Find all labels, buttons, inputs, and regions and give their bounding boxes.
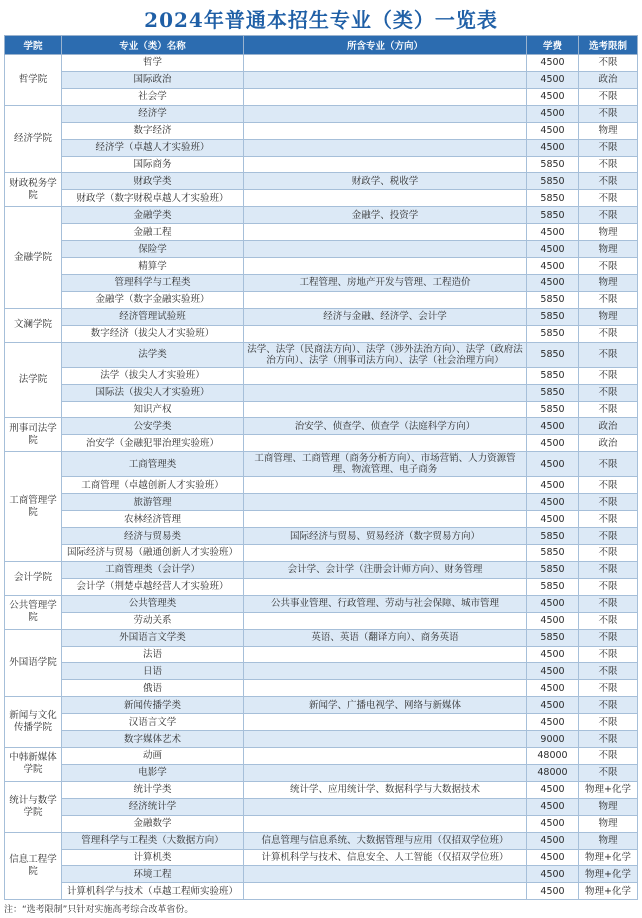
major-name: 精算学 [62,258,244,275]
subject-requirement: 物理 [579,224,638,241]
subject-requirement: 不限 [579,578,638,595]
tuition-fee: 5850 [527,325,579,342]
tuition-fee: 5850 [527,367,579,384]
subject-requirement: 不限 [579,105,638,122]
subject-requirement: 不限 [579,325,638,342]
table-row [5,731,638,748]
tuition-fee: 4500 [527,258,579,275]
college-name: 新闻与文化传播学院 [5,697,62,748]
table-row [5,883,638,900]
subject-requirement: 不限 [579,88,638,105]
tuition-fee: 4500 [527,139,579,156]
tuition-fee: 4500 [527,781,579,798]
sub-majors [244,883,527,900]
subject-requirement: 不限 [579,764,638,781]
major-name: 工商管理类 [62,452,244,477]
table-body [5,55,638,900]
major-name: 计算机科学与技术（卓越工程师实验班） [62,883,244,900]
subject-requirement: 不限 [579,612,638,629]
sub-majors [244,731,527,748]
sub-majors: 计算机科学与技术、信息安全、人工智能（仅招双学位班） [244,849,527,866]
tuition-fee: 4500 [527,55,579,72]
college-name: 文澜学院 [5,308,62,342]
tuition-fee: 4500 [527,452,579,477]
major-name: 国际法（拔尖人才实验班） [62,384,244,401]
table-row [5,173,638,190]
table-row [5,798,638,815]
tuition-fee: 5850 [527,291,579,308]
subject-requirement: 不限 [579,595,638,612]
tuition-fee: 4500 [527,883,579,900]
major-name: 金融学（数字金融实验班） [62,291,244,308]
major-name: 数字媒体艺术 [62,731,244,748]
table-row [5,697,638,714]
major-name: 经济管理试验班 [62,308,244,325]
major-name: 工商管理类（会计学） [62,561,244,578]
sub-majors [244,105,527,122]
tuition-fee: 5850 [527,207,579,224]
tuition-fee: 4500 [527,832,579,849]
subject-requirement: 物理 [579,274,638,291]
sub-majors [244,224,527,241]
college-name: 经济学院 [5,105,62,173]
tuition-fee: 5850 [527,156,579,173]
tuition-fee: 5850 [527,561,579,578]
college-name: 金融学院 [5,207,62,309]
sub-majors: 新闻学、广播电视学、网络与新媒体 [244,697,527,714]
major-name: 财政学（数字财税卓越人才实验班） [62,190,244,207]
subject-requirement: 不限 [579,173,638,190]
table-row [5,291,638,308]
tuition-fee: 4500 [527,680,579,697]
subject-requirement: 不限 [579,629,638,646]
sub-majors [244,190,527,207]
subject-requirement: 不限 [579,646,638,663]
sub-majors [244,241,527,258]
major-name: 知识产权 [62,401,244,418]
major-name: 日语 [62,663,244,680]
subject-requirement: 物理+化学 [579,883,638,900]
tuition-fee: 4500 [527,663,579,680]
header-sub-majors: 所含专业（方向） [244,36,527,55]
sub-majors [244,291,527,308]
tuition-fee: 4500 [527,714,579,731]
major-name: 法学（拔尖人才实验班） [62,367,244,384]
sub-majors [244,477,527,494]
subject-requirement: 不限 [579,511,638,528]
table-row [5,308,638,325]
tuition-fee: 4500 [527,511,579,528]
major-name: 电影学 [62,764,244,781]
sub-majors [244,511,527,528]
subject-requirement: 不限 [579,731,638,748]
table-row [5,494,638,511]
subject-requirement: 不限 [579,258,638,275]
major-name: 法语 [62,646,244,663]
major-name: 哲学 [62,55,244,72]
subject-requirement: 不限 [579,367,638,384]
subject-requirement: 不限 [579,528,638,545]
subject-requirement: 物理+化学 [579,781,638,798]
tuition-fee: 9000 [527,731,579,748]
subject-requirement: 物理 [579,832,638,849]
major-name: 外国语言文学类 [62,629,244,646]
header-major: 专业（类）名称 [62,36,244,55]
tuition-fee: 4500 [527,435,579,452]
college-name: 工商管理学院 [5,452,62,562]
major-name: 财政学类 [62,173,244,190]
sub-majors [244,494,527,511]
table-row [5,71,638,88]
major-name: 管理科学与工程类（大数据方向） [62,832,244,849]
tuition-fee: 48000 [527,748,579,765]
table-row [5,612,638,629]
tuition-fee: 5850 [527,629,579,646]
header-college: 学院 [5,36,62,55]
major-name: 经济与贸易类 [62,528,244,545]
subject-requirement: 不限 [579,55,638,72]
tuition-fee: 5850 [527,384,579,401]
table-row [5,866,638,883]
tuition-fee: 4500 [527,477,579,494]
table-row [5,832,638,849]
table-row [5,477,638,494]
sub-majors [244,714,527,731]
tuition-fee: 4500 [527,88,579,105]
table-row [5,384,638,401]
table-row [5,139,638,156]
major-name: 法学类 [62,342,244,367]
table-row [5,748,638,765]
table-row [5,207,638,224]
major-name: 数字经济 [62,122,244,139]
sub-majors [244,71,527,88]
subject-requirement: 不限 [579,342,638,367]
tuition-fee: 4500 [527,697,579,714]
subject-requirement: 物理 [579,122,638,139]
tuition-fee: 5850 [527,578,579,595]
major-name: 国际商务 [62,156,244,173]
table-row [5,764,638,781]
subject-requirement: 不限 [579,384,638,401]
subject-requirement: 不限 [579,544,638,561]
tuition-fee: 4500 [527,224,579,241]
sub-majors [244,748,527,765]
footnote: 注：“选考限制”只针对实施高考综合改革省份。 [4,905,194,915]
college-name: 信息工程学院 [5,832,62,900]
sub-majors [244,663,527,680]
major-name: 经济学（卓越人才实验班） [62,139,244,156]
subject-requirement: 不限 [579,561,638,578]
college-name: 统计与数学学院 [5,781,62,832]
sub-majors [244,764,527,781]
table-row [5,781,638,798]
tuition-fee: 5850 [527,308,579,325]
table-row [5,122,638,139]
table-header-row [5,36,638,55]
college-name: 中韩新媒体学院 [5,748,62,782]
table-row [5,274,638,291]
table-row [5,452,638,477]
table-row [5,156,638,173]
major-name: 旅游管理 [62,494,244,511]
sub-majors [244,139,527,156]
sub-majors [244,680,527,697]
sub-majors [244,866,527,883]
college-name: 外国语学院 [5,629,62,697]
subject-requirement: 物理 [579,241,638,258]
table-row [5,190,638,207]
table-row [5,241,638,258]
table-row [5,88,638,105]
major-name: 经济统计学 [62,798,244,815]
sub-majors: 英语、英语（翻译方向）、商务英语 [244,629,527,646]
table-row [5,435,638,452]
sub-majors: 工商管理、工商管理（商务分析方向）、市场营销、人力资源管理、物流管理、电子商务 [244,452,527,477]
table-row [5,105,638,122]
major-name: 金融工程 [62,224,244,241]
table-row [5,367,638,384]
major-name: 劳动关系 [62,612,244,629]
tuition-fee: 5850 [527,342,579,367]
table-row [5,325,638,342]
tuition-fee: 4500 [527,71,579,88]
sub-majors: 统计学、应用统计学、数据科学与大数据技术 [244,781,527,798]
table-row [5,258,638,275]
college-name: 刑事司法学院 [5,418,62,452]
major-name: 社会学 [62,88,244,105]
tuition-fee: 5850 [527,190,579,207]
tuition-fee: 4500 [527,815,579,832]
sub-majors: 法学、法学（民商法方向）、法学（涉外法治方向）、法学（政府法治方向）、法学（刑事司法方向）、法学（社会治理方向） [244,342,527,367]
sub-majors: 金融学、投资学 [244,207,527,224]
subject-requirement: 物理 [579,815,638,832]
sub-majors: 国际经济与贸易、贸易经济（数字贸易方向） [244,528,527,545]
college-name: 会计学院 [5,561,62,595]
college-name: 法学院 [5,342,62,418]
sub-majors [244,815,527,832]
major-name: 管理科学与工程类 [62,274,244,291]
major-name: 俄语 [62,680,244,697]
table-row [5,595,638,612]
subject-requirement: 物理+化学 [579,866,638,883]
table-row [5,629,638,646]
subject-requirement: 政治 [579,71,638,88]
page-title: 2024年普通本招生专业（类）一览表 [144,8,498,32]
subject-requirement: 不限 [579,401,638,418]
table-row [5,418,638,435]
subject-requirement: 不限 [579,748,638,765]
tuition-fee: 4500 [527,122,579,139]
sub-majors [244,384,527,401]
major-name: 工商管理（卓越创新人才实验班） [62,477,244,494]
major-name: 经济学 [62,105,244,122]
sub-majors [244,612,527,629]
subject-requirement: 政治 [579,418,638,435]
table-row [5,401,638,418]
major-name: 治安学（金融犯罪治理实验班） [62,435,244,452]
tuition-fee: 4500 [527,612,579,629]
sub-majors: 经济与金融、经济学、会计学 [244,308,527,325]
table-row [5,663,638,680]
subject-requirement: 物理+化学 [579,849,638,866]
header-fee: 学费 [527,36,579,55]
sub-majors: 公共事业管理、行政管理、劳动与社会保障、城市管理 [244,595,527,612]
table-row [5,224,638,241]
major-name: 计算机类 [62,849,244,866]
major-name: 新闻传播学类 [62,697,244,714]
major-name: 农林经济管理 [62,511,244,528]
subject-requirement: 不限 [579,452,638,477]
subject-requirement: 不限 [579,139,638,156]
subject-requirement: 不限 [579,477,638,494]
major-name: 公共管理类 [62,595,244,612]
sub-majors: 会计学、会计学（注册会计师方向）、财务管理 [244,561,527,578]
tuition-fee: 4500 [527,798,579,815]
sub-majors: 信息管理与信息系统、大数据管理与应用（仅招双学位班） [244,832,527,849]
major-name: 汉语言文学 [62,714,244,731]
table-row [5,849,638,866]
header-requirement: 选考限制 [579,36,638,55]
subject-requirement: 不限 [579,190,638,207]
subject-requirement: 不限 [579,494,638,511]
major-name: 公安学类 [62,418,244,435]
major-name: 金融学类 [62,207,244,224]
sub-majors: 财政学、税收学 [244,173,527,190]
tuition-fee: 4500 [527,241,579,258]
sub-majors [244,367,527,384]
subject-requirement: 不限 [579,697,638,714]
sub-majors [244,401,527,418]
sub-majors [244,798,527,815]
subject-requirement: 不限 [579,291,638,308]
tuition-fee: 4500 [527,646,579,663]
major-name: 金融数学 [62,815,244,832]
tuition-fee: 4500 [527,494,579,511]
subject-requirement: 不限 [579,663,638,680]
major-name: 国际经济与贸易（融通创新人才实验班） [62,544,244,561]
tuition-fee: 4500 [527,595,579,612]
table-row [5,561,638,578]
subject-requirement: 不限 [579,156,638,173]
sub-majors [244,55,527,72]
table-row [5,578,638,595]
major-name: 环境工程 [62,866,244,883]
tuition-fee: 5850 [527,528,579,545]
sub-majors [244,325,527,342]
sub-majors [244,435,527,452]
major-name: 数字经济（拔尖人才实验班） [62,325,244,342]
table-row [5,646,638,663]
table-row [5,528,638,545]
table-row [5,342,638,367]
table-row [5,544,638,561]
major-name: 保险学 [62,241,244,258]
admissions-table [4,35,638,900]
subject-requirement: 不限 [579,207,638,224]
tuition-fee: 5850 [527,544,579,561]
major-name: 动画 [62,748,244,765]
college-name: 哲学院 [5,55,62,106]
sub-majors [244,122,527,139]
tuition-fee: 4500 [527,418,579,435]
sub-majors: 治安学、侦查学、侦查学（法庭科学方向） [244,418,527,435]
table-row [5,511,638,528]
subject-requirement: 不限 [579,680,638,697]
sub-majors [244,544,527,561]
tuition-fee: 4500 [527,849,579,866]
college-name: 公共管理学院 [5,595,62,629]
sub-majors [244,88,527,105]
major-name: 国际政治 [62,71,244,88]
table-row [5,55,638,72]
subject-requirement: 政治 [579,435,638,452]
table-row [5,714,638,731]
sub-majors [244,156,527,173]
tuition-fee: 5850 [527,401,579,418]
tuition-fee: 4500 [527,866,579,883]
sub-majors [244,578,527,595]
subject-requirement: 不限 [579,714,638,731]
college-name: 财政税务学院 [5,173,62,207]
sub-majors [244,646,527,663]
sub-majors: 工程管理、房地产开发与管理、工程造价 [244,274,527,291]
sub-majors [244,258,527,275]
major-name: 会计学（荆楚卓越经营人才实验班） [62,578,244,595]
tuition-fee: 5850 [527,173,579,190]
table-row [5,680,638,697]
subject-requirement: 物理 [579,308,638,325]
table-row [5,815,638,832]
major-name: 统计学类 [62,781,244,798]
tuition-fee: 48000 [527,764,579,781]
tuition-fee: 4500 [527,274,579,291]
tuition-fee: 4500 [527,105,579,122]
subject-requirement: 物理 [579,798,638,815]
